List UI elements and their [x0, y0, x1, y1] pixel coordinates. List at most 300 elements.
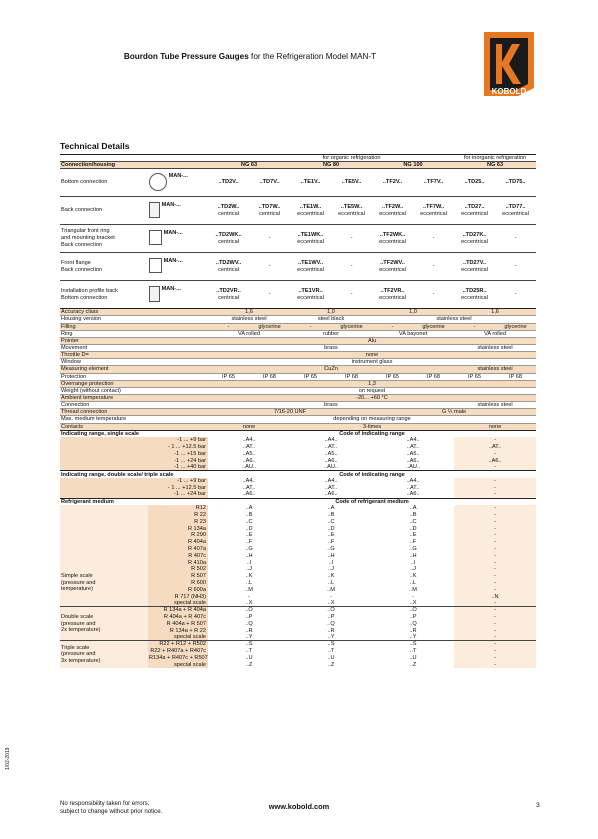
- model-code-cell: [249, 197, 290, 225]
- gauge-bottom-icon: [149, 187, 167, 193]
- model-code-cell: [413, 253, 454, 281]
- refrigerant-name: R 404a + R 507: [148, 620, 208, 627]
- range-code: ..A4..: [242, 437, 256, 444]
- title-rest: for the Refrigeration Model MAN-T: [248, 52, 377, 61]
- model-code: ..TF2W..: [381, 204, 404, 211]
- model-prefix: MAN-...: [168, 172, 188, 179]
- spec-label: Max. medium temperature: [61, 416, 127, 423]
- table-row: [60, 316, 536, 323]
- spec-value: 3-times: [290, 423, 454, 430]
- model-code-cell: [331, 169, 372, 197]
- table-row: [60, 344, 536, 351]
- spec-label: Connection: [61, 402, 90, 409]
- table-row: [60, 402, 536, 409]
- table-row: [60, 457, 536, 464]
- table-row: [60, 416, 536, 423]
- mounting-type: centrical: [218, 238, 239, 245]
- table-row: [60, 373, 536, 380]
- range-label: - 1 ... +12.5 bar: [60, 444, 208, 451]
- spec-label: Measuring element: [60, 366, 208, 373]
- model-code-cell: [454, 253, 495, 281]
- model-code: ..TD2WV..: [215, 260, 242, 267]
- spec-label: Weight (without contact): [61, 387, 121, 394]
- refrigerant-code: ..C: [409, 518, 417, 525]
- mounting-type: eccentrical: [379, 294, 406, 301]
- refrigerant-code: ..I: [246, 559, 252, 566]
- model-code: ..TE1WV..: [298, 260, 324, 267]
- table-row: [60, 498, 536, 505]
- group-label-line: (pressure and: [61, 651, 96, 658]
- model-code: ..TD2VR..: [216, 288, 241, 295]
- document-title: [0, 52, 500, 61]
- spec-value: stainless steel: [231, 316, 267, 323]
- model-code: ..TD7W..: [258, 204, 281, 211]
- table-row: [60, 309, 536, 316]
- mounting-type: centrical: [218, 210, 239, 217]
- connection-model: [148, 253, 208, 281]
- spec-value: stainless steel: [477, 344, 513, 351]
- refrigerant-code: ..I: [328, 559, 334, 566]
- table-row: [60, 451, 536, 458]
- model-code: -: [432, 263, 435, 270]
- refrigerant-group-label: [60, 505, 148, 607]
- website-link[interactable]: www.kobold.com: [268, 802, 330, 811]
- model-prefix: MAN-...: [163, 258, 183, 265]
- refrigerant-code: -: [454, 627, 536, 634]
- spec-label: Thread connection: [60, 409, 208, 416]
- model-code: -: [268, 291, 271, 298]
- refrigerant-code: -: [248, 593, 250, 600]
- range-code: ..A6..: [242, 491, 256, 498]
- refrigerant-code: ..E: [327, 532, 335, 539]
- table-row: [60, 505, 536, 512]
- spec-value: Alu: [208, 337, 536, 344]
- front-flange-icon: [149, 269, 162, 275]
- header-ng63-inorganic: NG 63: [454, 162, 536, 169]
- refrigerant-code: ..D: [245, 525, 253, 532]
- refrigerant-code: -: [454, 573, 536, 580]
- spec-value: 1,3: [208, 380, 536, 387]
- spec-value: none: [454, 423, 536, 430]
- model-code: ..TD7V..: [259, 179, 280, 186]
- mounting-type: eccentrical: [461, 210, 488, 217]
- spec-label: Filling: [60, 323, 208, 330]
- refrigerant-name: special scale: [148, 634, 208, 641]
- model-code-cell: [372, 253, 413, 281]
- refrigerant-code: ..C: [245, 518, 253, 525]
- refrigerant-group-label: [60, 641, 148, 668]
- refrigerant-code: ..J: [328, 566, 334, 573]
- spec-label: Contacts: [60, 423, 208, 430]
- range-code: ..A4..: [242, 478, 256, 485]
- model-code: ..TD25R..: [462, 288, 487, 295]
- spec-value: instrument glass: [351, 359, 393, 366]
- refrigerant-code: ..X: [245, 600, 253, 607]
- header-ng100: NG 100: [372, 162, 454, 169]
- model-code-cell: [454, 281, 495, 309]
- range-label: - 1 ... +12.5 bar: [60, 485, 208, 492]
- refrigerant-code: ..F: [409, 539, 417, 546]
- refrigerant-name: R 507: [148, 573, 208, 580]
- group-label-line: Double scale: [61, 613, 94, 620]
- connection-model: [148, 169, 208, 197]
- group-label-line: Triple scale: [61, 644, 90, 651]
- table-row: [60, 423, 536, 430]
- spec-value: 1,0: [290, 309, 372, 316]
- spec-value: G ¼ male: [372, 409, 536, 416]
- table-row: [60, 337, 536, 344]
- spec-value: CuZn: [208, 366, 454, 373]
- model-code: -: [350, 291, 353, 298]
- range-code: ..AT..: [454, 444, 536, 451]
- refrigerant-name: R 717 (NH3): [148, 593, 208, 600]
- model-code: -: [514, 263, 517, 270]
- refrigerant-name: R 410a: [148, 559, 208, 566]
- refrigerant-code: -: [454, 648, 536, 655]
- range-code: -: [454, 451, 536, 458]
- spec-label: Window: [61, 359, 81, 366]
- model-code: ..TF2WV..: [380, 260, 405, 267]
- refrigerant-name: R 407a: [148, 546, 208, 553]
- range-code: ..A6..: [324, 457, 338, 464]
- spec-label: Throttle D=: [60, 352, 208, 359]
- group-label-line: 2x temperature): [61, 627, 101, 634]
- mounting-type: eccentrical: [338, 210, 365, 217]
- refrigerant-code: ..E: [409, 532, 417, 539]
- refrigerant-code: ..M: [245, 586, 253, 593]
- range-code: ..AT..: [406, 444, 420, 451]
- mounting-type: eccentrical: [461, 266, 488, 273]
- table-row: [60, 281, 536, 309]
- spec-value: steel black: [317, 316, 345, 323]
- mounting-type: eccentrical: [297, 210, 324, 217]
- range-code: ..AU..: [406, 464, 421, 471]
- spec-value: glycerine: [495, 323, 536, 330]
- connection-label-line: Triangular front ring: [61, 228, 110, 235]
- section-title: Technical Details: [60, 141, 130, 151]
- model-code: -: [432, 235, 435, 242]
- spec-value: -: [208, 323, 249, 330]
- model-code-cell: [413, 225, 454, 253]
- refrigerant-name: R12: [148, 505, 208, 512]
- model-code-cell: [290, 225, 331, 253]
- spec-label: Protection: [61, 373, 87, 380]
- table-row: [60, 641, 536, 648]
- refrigerant-code: ..C: [327, 518, 335, 525]
- model-code: ..TF2WK..: [379, 232, 406, 239]
- mounting-type: centrical: [218, 294, 239, 301]
- header-spacer: [60, 155, 249, 162]
- refrigerant-code: ..T: [245, 648, 253, 654]
- model-code-cell: [290, 197, 331, 225]
- refrigerant-name: R 23: [148, 519, 208, 526]
- connection-label-line: Bottom connection: [61, 294, 108, 301]
- connection-label-line: and mounting bracket: [61, 235, 115, 242]
- refrigerant-name: special scale: [148, 661, 208, 668]
- refrigerant-code: -: [454, 634, 536, 641]
- model-code: ..TE5V..: [341, 179, 362, 186]
- refrigerant-code: ..L: [245, 580, 253, 587]
- model-code-cell: [249, 169, 290, 197]
- model-code: -: [514, 235, 517, 242]
- spec-label: Housing version: [61, 316, 102, 323]
- model-code-cell: [331, 197, 372, 225]
- table-row: [60, 471, 536, 478]
- connection-label-line: Back connection: [61, 266, 103, 273]
- refrigerant-code: ..Q: [327, 620, 335, 627]
- range-code: ..AT..: [242, 444, 256, 451]
- table-row: [60, 323, 536, 330]
- model-code-cell: [290, 253, 331, 281]
- connection-model: [148, 281, 208, 309]
- refrigerant-code: ..L: [409, 580, 417, 587]
- spec-value: IP 65: [386, 373, 400, 380]
- model-code-cell: [413, 169, 454, 197]
- refrigerant-code: -: [454, 580, 536, 587]
- refrigerant-code: ..O: [208, 607, 290, 614]
- title-bold: Bourdon Tube Pressure Gauges: [123, 52, 249, 61]
- spec-label: Movement: [61, 344, 88, 351]
- table-row: [60, 430, 536, 437]
- spec-value: IP 68: [345, 373, 359, 380]
- range-code: ..A6..: [242, 457, 256, 464]
- model-code-cell: [372, 197, 413, 225]
- triangular-ring-icon: [149, 241, 162, 247]
- refrigerant-code: ..P: [327, 614, 335, 621]
- refrigerant-name: R 600: [148, 580, 208, 587]
- model-prefix: MAN-...: [161, 285, 181, 292]
- spec-label: Accuracy class: [60, 309, 208, 316]
- model-code-cell: [208, 281, 249, 309]
- refrigerant-name: R 134a + R 22: [148, 627, 208, 634]
- refrigerant-code: ..O: [290, 607, 372, 614]
- refrigerant-code: -: [454, 505, 536, 512]
- mounting-type: eccentrical: [379, 238, 406, 245]
- connection-label-line: Back connection: [61, 242, 103, 249]
- refrigerant-code: ..N: [454, 593, 536, 600]
- mounting-type: centrical: [218, 266, 239, 273]
- refrigerant-code: ..B: [409, 512, 417, 519]
- refrigerant-code: ..X: [327, 600, 335, 607]
- model-code-cell: [495, 169, 536, 197]
- mounting-type: eccentrical: [297, 266, 324, 273]
- refrigerant-code: -: [454, 519, 536, 526]
- refrigerant-code: ..M: [409, 586, 417, 593]
- spec-value: IP 68: [509, 373, 523, 380]
- model-code-cell: [372, 169, 413, 197]
- refrigerant-code: ..Y: [409, 634, 417, 641]
- refrigerant-name: R 407c: [148, 553, 208, 560]
- refrigerant-code: ..P: [409, 614, 417, 621]
- refrigerant-code: -: [454, 587, 536, 594]
- refrigerant-code: -: [454, 661, 536, 668]
- spec-value: -20... +60 °C: [208, 394, 536, 401]
- refrigerant-code: -: [454, 525, 536, 532]
- range-code-title: Code of indicating range: [208, 430, 536, 437]
- table-row: [60, 380, 536, 387]
- model-code: ..TD27..: [464, 204, 485, 211]
- model-code: ..TF7V..: [423, 179, 444, 186]
- model-code: ..TD27V..: [462, 260, 487, 267]
- model-code: -: [350, 235, 353, 242]
- spec-value: 1,6: [208, 309, 290, 316]
- mounting-type: eccentrical: [297, 238, 324, 245]
- model-code-cell: [454, 169, 495, 197]
- model-code-cell: [331, 225, 372, 253]
- refrigerant-code: ..Z: [327, 661, 335, 668]
- header-organic: for organic refrigeration: [249, 155, 454, 162]
- model-code: ..TF2VR..: [380, 288, 405, 295]
- refrigerant-code: ..D: [327, 525, 335, 532]
- table-row: [60, 387, 536, 394]
- connection-label-line: Back connection: [61, 207, 103, 214]
- model-code-cell: [331, 253, 372, 281]
- mounting-type: eccentrical: [379, 266, 406, 273]
- model-code-cell: [495, 225, 536, 253]
- refrigerant-code: ..K: [245, 573, 253, 580]
- profile-mount-icon: [149, 298, 160, 304]
- refrigerant-code: -: [454, 600, 536, 607]
- range-code: ..AT..: [406, 484, 420, 491]
- connection-label: [60, 281, 148, 309]
- model-code: ..TE1V..: [300, 179, 321, 186]
- range-title: Indicating range, single scale: [60, 430, 208, 437]
- connection-label: [60, 169, 148, 197]
- refrigerant-code: ..G: [327, 546, 335, 553]
- refrigerant-name: R 134a + R 404a: [148, 607, 208, 614]
- header-connection-housing: Connection/housing: [60, 162, 208, 169]
- refrigerant-code: ..R: [245, 627, 253, 634]
- spec-value: stainless steel: [454, 366, 536, 373]
- refrigerant-code: ..H: [245, 552, 253, 559]
- spec-label: Overrange protection: [60, 380, 208, 387]
- refrigerant-code: ..L: [327, 580, 335, 587]
- model-code: -: [514, 291, 517, 298]
- refrigerant-code: ..Y: [327, 634, 335, 641]
- refrigerant-code: ..J: [246, 566, 252, 573]
- mounting-type: centrical: [259, 210, 280, 217]
- refrigerant-code: ..S: [290, 641, 372, 648]
- spec-value: IP 65: [304, 373, 318, 380]
- table-row: [60, 169, 536, 197]
- model-code-cell: [208, 225, 249, 253]
- connection-label: [60, 253, 148, 281]
- refrigerant-code: ..K: [409, 573, 417, 580]
- table-row: [60, 464, 536, 471]
- spec-value: none: [208, 352, 536, 359]
- refrigerant-name: R 290: [148, 532, 208, 539]
- refrigerant-code: ..U: [245, 654, 253, 661]
- model-code: ..TF7W..: [422, 204, 445, 211]
- connection-label-line: Installation profile back: [61, 287, 118, 294]
- group-label-line: temperature): [61, 586, 94, 593]
- refrigerant-name: R22 + R12 + R502: [148, 641, 208, 648]
- range-code: -: [454, 437, 536, 444]
- refrigerant-name: R 600a: [148, 587, 208, 594]
- logo-text: KOBOLD: [491, 87, 527, 96]
- model-code-cell: [495, 253, 536, 281]
- spec-value: IP 68: [263, 373, 277, 380]
- refrigerant-code: ..G: [409, 546, 417, 553]
- spec-value: -: [290, 323, 331, 330]
- model-code-cell: [454, 225, 495, 253]
- model-code-cell: [249, 253, 290, 281]
- spec-value: brass: [324, 344, 338, 351]
- refrigerant-code: ..A: [409, 505, 417, 512]
- range-code: -: [454, 478, 536, 485]
- mounting-type: eccentrical: [502, 210, 529, 217]
- model-code-cell: [290, 169, 331, 197]
- refrigerant-code: ..F: [245, 539, 253, 546]
- refrigerant-code-title: Code of refrigerant medium: [208, 498, 536, 505]
- model-code: ..TD27K..: [462, 232, 487, 239]
- range-code: ..A6..: [406, 491, 420, 498]
- refrigerant-code: -: [454, 566, 536, 573]
- refrigerant-code: ..K: [327, 573, 335, 580]
- header-inorganic: for inorganic refrigeration: [454, 155, 536, 162]
- range-code: ..AT..: [324, 484, 338, 491]
- table-row: [60, 444, 536, 451]
- refrigerant-name: R22 + R407a + R407c: [148, 648, 208, 655]
- range-code: ..A5..: [324, 450, 338, 457]
- model-code: ..TE1WK..: [297, 232, 324, 239]
- range-code: ..A4..: [406, 437, 420, 444]
- refrigerant-code: -: [412, 593, 414, 600]
- table-row: [60, 491, 536, 498]
- mounting-type: eccentrical: [461, 238, 488, 245]
- spec-value: glycerine: [413, 323, 454, 330]
- range-code: ..A6..: [406, 457, 420, 464]
- range-code: ..A4..: [406, 478, 420, 485]
- model-code-cell: [208, 169, 249, 197]
- spec-value: glycerine: [249, 323, 290, 330]
- group-label-line: (pressure and: [61, 620, 96, 627]
- model-prefix: MAN-...: [163, 230, 183, 237]
- refrigerant-code: -: [454, 559, 536, 566]
- connection-label: [60, 225, 148, 253]
- spec-value: -: [372, 323, 413, 330]
- mounting-type: eccentrical: [379, 210, 406, 217]
- model-code-cell: [495, 281, 536, 309]
- table-row: [60, 162, 536, 169]
- range-title: Indicating range, double scale/ triple scale: [60, 471, 208, 478]
- model-code: ..TE5W..: [340, 204, 363, 211]
- refrigerant-code: ..D: [409, 525, 417, 532]
- range-code: ..AU..: [324, 464, 339, 471]
- table-row: [60, 330, 536, 337]
- spec-value: 1,0: [372, 309, 454, 316]
- refrigerant-code: -: [454, 512, 536, 519]
- table-row: [60, 366, 536, 373]
- disclaimer-line-2: subject to change without prior notice.: [60, 808, 163, 816]
- range-code-title: Code of indicating range: [208, 471, 536, 478]
- connection-label-line: Bottom connection: [61, 179, 108, 186]
- refrigerant-code: -: [454, 614, 536, 621]
- disclaimer-line-1: No responsibility taken for errors;: [60, 800, 150, 807]
- group-label-line: (pressure and: [61, 579, 96, 586]
- range-label: -1 ... +40 bar: [60, 464, 208, 471]
- spec-value: VA rolled: [238, 330, 260, 337]
- refrigerant-code: ..M: [327, 586, 335, 593]
- connection-label: [60, 197, 148, 225]
- spec-value: on request: [358, 387, 386, 394]
- refrigerant-code: ..A: [245, 505, 253, 512]
- range-code: ..A6..: [454, 457, 536, 464]
- refrigerant-code: ..P: [245, 614, 253, 621]
- table-row: [60, 359, 536, 366]
- refrigerant-code: ..Z: [409, 661, 417, 668]
- model-code-cell: [208, 253, 249, 281]
